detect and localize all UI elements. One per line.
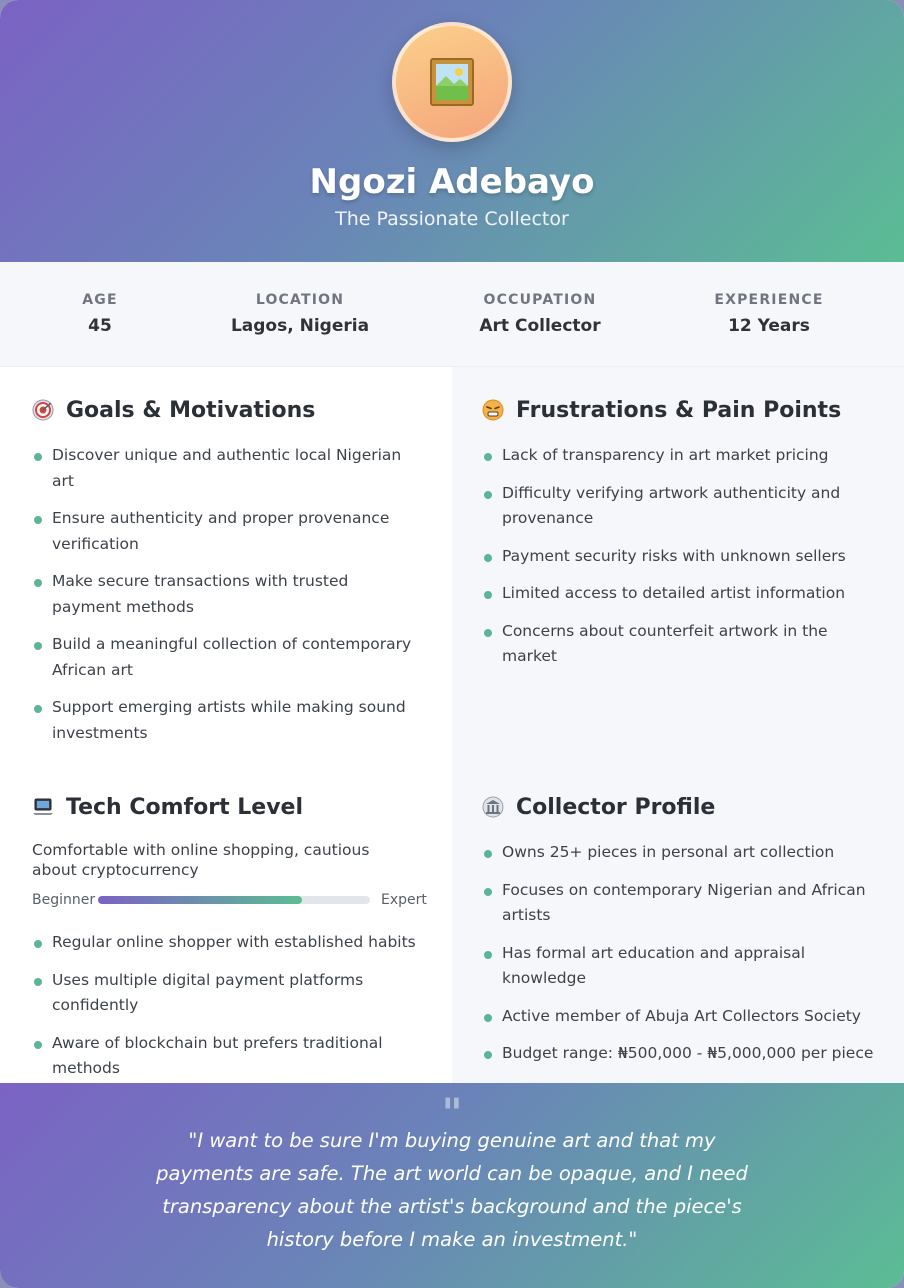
list-item: Make secure transactions with trusted payment methods [32, 569, 412, 620]
goals-list [32, 443, 412, 758]
list-item: Payment security risks with unknown sellers [482, 544, 872, 570]
list-item: Owns 25+ pieces in personal art collection [482, 840, 874, 866]
list-item: Has formal art education and appraisal knowledge [482, 941, 874, 992]
list-item: Discover unique and authentic local Nigerian art [32, 443, 412, 494]
stats-bar [0, 262, 904, 367]
tech-comfort-scale [32, 892, 427, 912]
list-item: Ensure authenticity and proper provenance verification [32, 506, 412, 557]
museum-icon [482, 796, 504, 818]
tech-list [32, 930, 424, 1094]
list-item: Active member of Abuja Art Collectors Society [482, 1004, 874, 1030]
stat-value: 12 Years [728, 316, 810, 336]
tech-section-title [32, 792, 303, 822]
list-item: Uses multiple digital payment platforms confidently [32, 968, 424, 1019]
scale-max-label: Expert [381, 892, 427, 908]
collector-list [482, 840, 874, 1079]
tech-description: Comfortable with online shopping, cautious about cryptocurrency [32, 841, 370, 879]
stat-occupation [440, 292, 640, 336]
list-item: Concerns about counterfeit artwork in the market [482, 619, 872, 670]
list-item: Build a meaningful collection of contemporary African art [32, 632, 412, 683]
comfort-fill [98, 896, 302, 904]
collector-title: Collector Profile [516, 794, 716, 820]
quote-mark-icon: " [441, 1090, 463, 1137]
stat-label: AGE [82, 292, 118, 308]
target-icon [32, 399, 54, 421]
list-item: Difficulty verifying artwork authenticity and provenance [482, 481, 872, 532]
scale-min-label: Beginner [32, 892, 96, 908]
stat-location [200, 292, 400, 336]
collector-section-title [482, 792, 715, 822]
list-item: Limited access to detailed artist information [482, 581, 872, 607]
persona-header [0, 0, 904, 262]
stat-age [0, 292, 200, 336]
list-item: Focuses on contemporary Nigerian and African artists [482, 878, 874, 929]
stat-value: 45 [88, 316, 112, 336]
frustrations-section-title [482, 395, 841, 425]
list-item: Regular online shopper with established habits [32, 930, 424, 956]
persona-name: Ngozi Adebayo [309, 162, 595, 202]
laptop-icon [32, 796, 54, 818]
stat-value: Lagos, Nigeria [230, 316, 370, 336]
frustrations-list [482, 443, 872, 682]
quote-text: "I want to be sure I'm buying genuine art and that my payments are safe. The art world can be opaque, and I need transparency about the artist's background and the piece's history before I make an investment." [156, 1129, 748, 1251]
avatar [392, 22, 512, 142]
goals-title: Goals & Motivations [66, 397, 316, 423]
list-item: Aware of blockchain but prefers traditional methods [32, 1031, 424, 1082]
goals-section-title [32, 395, 315, 425]
stat-label: OCCUPATION [483, 292, 597, 308]
tech-title: Tech Comfort Level [66, 794, 304, 820]
frustrated-face-icon [482, 399, 504, 421]
list-item: Budget range: ₦500,000 - ₦5,000,000 per piece [482, 1041, 874, 1067]
comfort-track [98, 896, 370, 904]
list-item: Support emerging artists while making sound investments [32, 695, 412, 746]
stat-value: Art Collector [479, 316, 601, 336]
framed-picture-icon [430, 58, 474, 106]
list-item: Lack of transparency in art market pricing [482, 443, 872, 469]
stat-label: EXPERIENCE [714, 292, 824, 308]
stat-label: LOCATION [255, 292, 345, 308]
persona-tagline: The Passionate Collector [335, 208, 569, 230]
stat-experience [669, 292, 869, 336]
frustrations-title: Frustrations & Pain Points [516, 397, 842, 423]
